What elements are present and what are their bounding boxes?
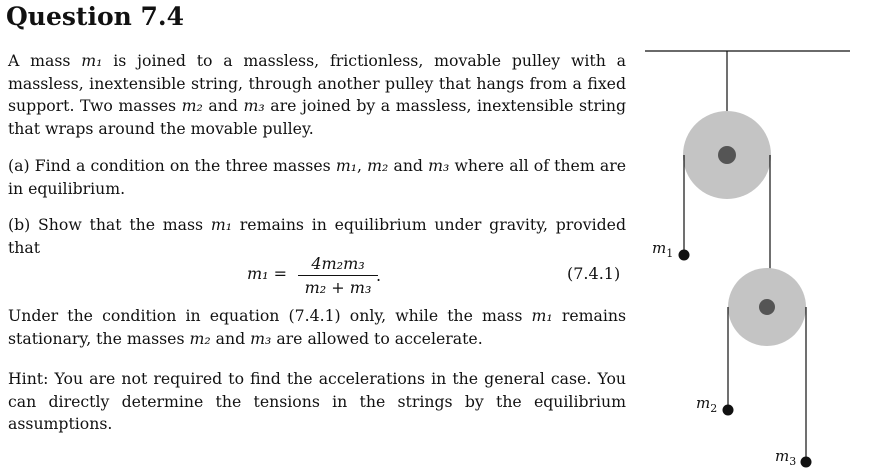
fixed-pulley-axle bbox=[718, 146, 736, 164]
equation-denominator: m₂ + m₃ bbox=[304, 278, 372, 297]
question-title: Question 7.4 bbox=[6, 2, 185, 31]
label-m3: $m_3$ bbox=[775, 447, 797, 468]
mass-m1 bbox=[679, 250, 690, 261]
equation-lhs: m₁ = bbox=[247, 264, 288, 283]
mass-m2 bbox=[723, 405, 734, 416]
movable-pulley-axle bbox=[759, 299, 775, 315]
under-condition-paragraph: Under the condition in equation (7.4.1) only, while the mass m₁ remains stationary, the masses m₂ and m₃ are allowed to accelerate. bbox=[8, 306, 626, 348]
label-m2: $m_2$ bbox=[696, 394, 718, 415]
intro-paragraph: A mass m₁ is joined to a massless, frictionless, movable pulley with a massless, inextensible string, through another pulley that hangs from a fixed support. Two masses m₂ and m₃ are joined by a massless, inextensible string that wraps around the movable pulley. bbox=[8, 51, 626, 138]
part-b-paragraph: (b) Show that the mass m₁ remains in equilibrium under gravity, provided that bbox=[8, 215, 626, 257]
equation-period: . bbox=[376, 266, 382, 285]
equation-number: (7.4.1) bbox=[567, 264, 621, 283]
mass-m3 bbox=[801, 457, 812, 468]
part-a-paragraph: (a) Find a condition on the three masses m₁, m₂ and m₃ where all of them are in equilibrium. bbox=[8, 156, 626, 198]
equation-numerator: 4m₂m₃ bbox=[311, 254, 365, 273]
hint-paragraph: Hint: You are not required to find the accelerations in the general case. You can directly determine the tensions in the strings by the equilibrium assumptions. bbox=[8, 369, 626, 433]
label-m1: $m_1$ bbox=[652, 239, 674, 260]
